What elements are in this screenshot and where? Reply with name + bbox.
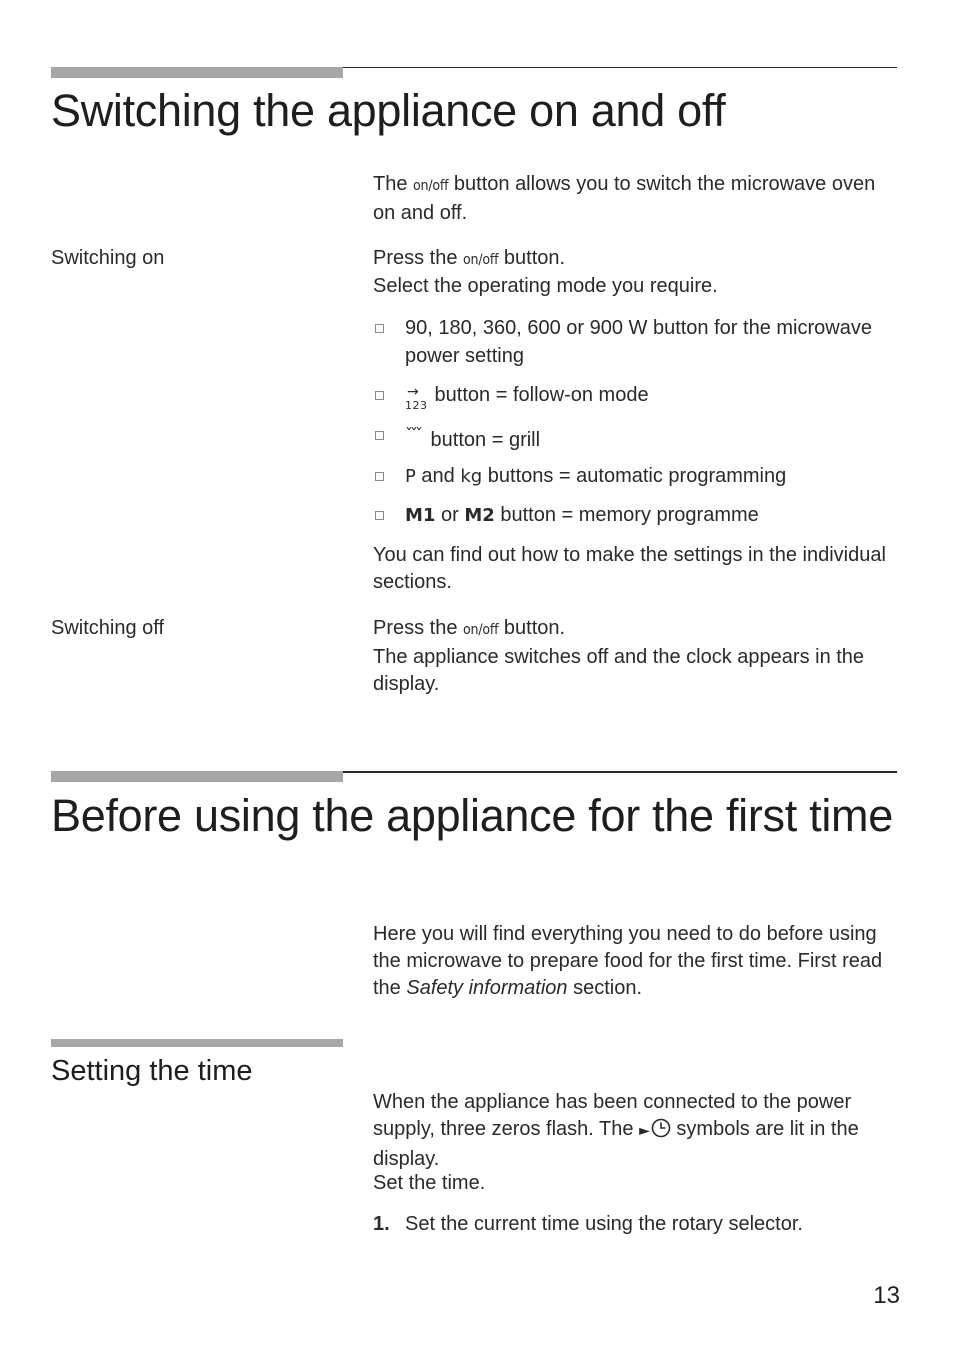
time-paragraph: When the appliance has been connected to the power supply, three zeros flash. The ► symbols are lit in the display.: [373, 1091, 859, 1170]
switching-off-result: The appliance switches off and the clock appears in the display.: [373, 646, 865, 695]
list-item-automatic: P and kg buttons = automatic programming: [373, 462, 903, 490]
bullet-square-icon: [375, 324, 384, 333]
subsection-rule: [51, 1039, 343, 1047]
subsection-title-time: Setting the time: [51, 1055, 253, 1087]
page-number: 13: [873, 1282, 900, 1309]
list-item-memory: M1 or M2 button = memory programme: [373, 501, 903, 529]
bullet-square-icon: [375, 511, 384, 520]
m1-button-symbol: M1: [405, 505, 436, 526]
section-rule-2: [51, 771, 897, 783]
first-use-intro: Here you will find everything you need to do before using the microwave to prepare food for the first time. First read the Safety information section.: [373, 923, 883, 999]
intro-paragraph: The on/off button allows you to switch the microwave oven on and off.: [373, 173, 876, 224]
onoff-symbol: on/off: [463, 252, 499, 268]
bullet-square-icon: [375, 391, 384, 400]
bullet-square-icon: [375, 431, 384, 440]
onoff-symbol: on/off: [463, 622, 499, 638]
onoff-symbol: on/off: [413, 178, 449, 194]
list-item-power: 90, 180, 360, 600 or 900 W button for the microwave power setting: [373, 314, 903, 370]
follow-on-mode-icon: → 123: [405, 384, 428, 412]
step-1: 1. Set the current time using the rotary selector.: [373, 1210, 903, 1238]
label-switching-on: Switching on: [51, 247, 165, 269]
page-title-switching: Switching the appliance on and off: [51, 85, 726, 136]
switching-off-press: Press the on/off button.: [373, 617, 566, 639]
list-item-grill: ˇˇˇ button = grill: [373, 421, 903, 449]
grill-icon: ˇˇˇ: [405, 425, 420, 444]
set-time-text: Set the time.: [373, 1172, 486, 1194]
page-title-first-use: Before using the appliance for the first time: [51, 790, 893, 841]
play-symbol: ►: [639, 1123, 650, 1139]
p-button-symbol: P: [405, 466, 416, 487]
m2-button-symbol: M2: [464, 505, 495, 526]
label-switching-off: Switching off: [51, 617, 165, 639]
step-number: 1.: [373, 1213, 390, 1235]
bullet-square-icon: [375, 472, 384, 481]
kg-button-symbol: kg: [460, 466, 483, 487]
list-item-follow-on: → 123 button = follow-on mode: [373, 381, 903, 409]
settings-note: You can find out how to make the settings in the individual sections.: [373, 544, 886, 593]
clock-icon: [651, 1118, 671, 1146]
switching-on-press: Press the on/off button.: [373, 247, 566, 269]
section-rule-1: [51, 67, 897, 79]
switching-on-select: Select the operating mode you require.: [373, 275, 718, 297]
